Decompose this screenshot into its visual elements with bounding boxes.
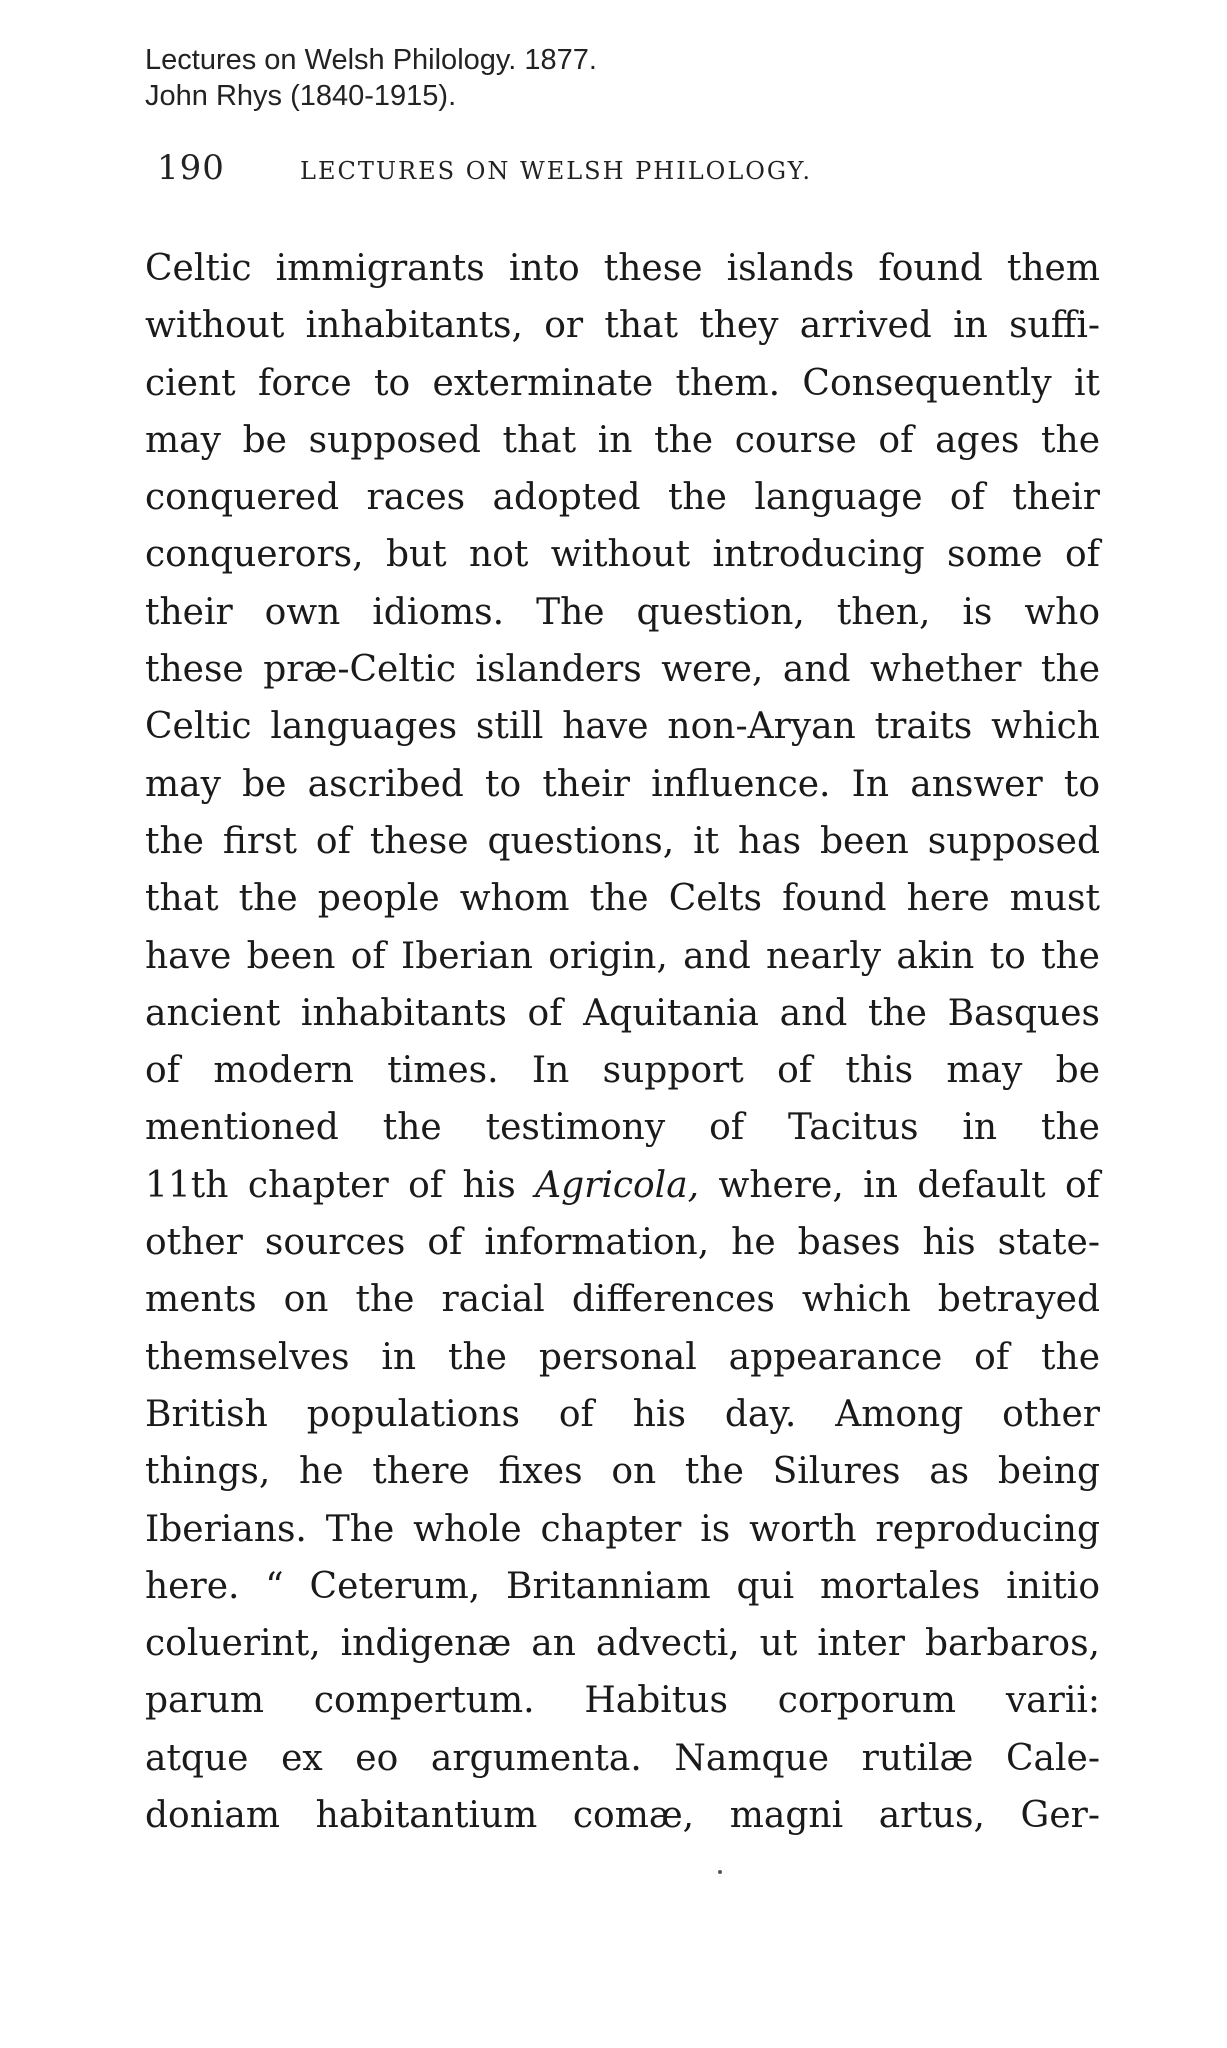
text-line: may be supposed that in the course of ages the <box>145 419 1100 461</box>
text-line: here. “ Ceterum, Britanniam qui mortales initio <box>145 1565 1100 1607</box>
text-line: coluerint, indigenæ an advecti, ut inter barbaros, <box>145 1623 1100 1665</box>
text-line: conquered races adopted the language of their <box>145 477 1100 519</box>
running-head <box>157 148 1057 188</box>
italic-book-title: Agricola, <box>535 1164 700 1206</box>
source-citation <box>145 42 597 114</box>
text-line: conquerors, but not without introducing some of <box>145 534 1100 576</box>
text-line: their own idioms. The question, then, is who <box>145 591 1100 633</box>
text-line: ments on the racial differences which betrayed <box>145 1279 1100 1321</box>
text-line: parum compertum. Habitus corporum varii: <box>145 1680 1100 1722</box>
text-line: may be ascribed to their influence. In answer to <box>145 763 1100 805</box>
text-line-with-italic <box>145 1157 1100 1214</box>
print-speck <box>718 1870 722 1874</box>
source-author-line: John Rhys (1840-1915). <box>145 80 457 112</box>
text-line: themselves in the personal appearance of the <box>145 1336 1100 1378</box>
text-line: Celtic immigrants into these islands found them <box>145 248 1100 289</box>
text-line: of modern times. In support of this may be <box>145 1050 1100 1092</box>
text-line: things, he there fixes on the Silures as being <box>145 1451 1100 1493</box>
text-line: Iberians. The whole chapter is worth reproducing <box>145 1508 1100 1550</box>
text-line: cient force to exterminate them. Consequently it <box>145 362 1100 404</box>
text-line: have been of Iberian origin, and nearly akin to the <box>145 935 1100 977</box>
text-line: that the people whom the Celts found here must <box>145 878 1100 920</box>
text-line: ancient inhabitants of Aquitania and the Basques <box>145 992 1100 1034</box>
text-line: doniam habitantium comæ, magni artus, Ger- <box>145 1795 1100 1837</box>
text-line: mentioned the testimony of Tacitus in the <box>145 1107 1100 1149</box>
source-title-line: Lectures on Welsh Philology. 1877. <box>145 44 597 76</box>
page-number: 190 <box>157 148 225 188</box>
text-line: these præ-Celtic islanders were, and whether the <box>145 649 1100 691</box>
text-line: British populations of his day. Among other <box>145 1393 1100 1435</box>
body-text <box>145 240 1100 1844</box>
text-line: other sources of information, he bases his state- <box>145 1222 1100 1264</box>
running-head-title: LECTURES ON WELSH PHILOLOGY. <box>300 157 813 185</box>
text-line: the first of these questions, it has been supposed <box>145 820 1100 862</box>
text-line: without inhabitants, or that they arrived in suffi- <box>145 305 1100 347</box>
text-line: atque ex eo argumenta. Namque rutilæ Cale- <box>145 1737 1100 1779</box>
text-segment: where, in default of <box>718 1164 1100 1206</box>
text-segment: 11th chapter of his <box>145 1164 516 1206</box>
text-line: Celtic languages still have non-Aryan traits which <box>145 706 1100 748</box>
